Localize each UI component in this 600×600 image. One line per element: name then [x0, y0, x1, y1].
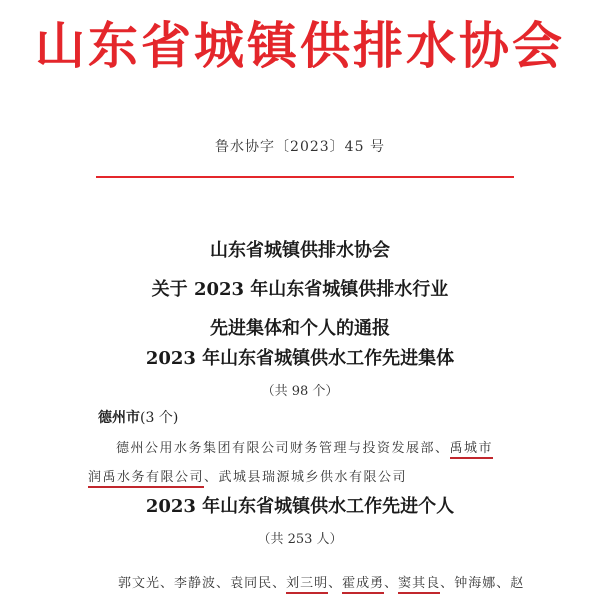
- heading-collective: 2023 年山东省城镇供水工作先进集体: [145, 348, 455, 369]
- region-count: (3 个): [140, 410, 179, 426]
- collective-text: 、武城县瑞源城乡供水有限公司: [204, 470, 408, 485]
- heading-subject-cont: 先进集体和个人的通报: [210, 318, 390, 339]
- name-separator: 、: [160, 576, 175, 591]
- name-item: 赵: [510, 576, 525, 591]
- name-separator: 、: [328, 576, 343, 591]
- underlined-org: 润禹水务有限公司: [88, 470, 204, 488]
- collective-line-1: [116, 437, 493, 456]
- document-number: 鲁水协字〔2023〕45 号: [215, 139, 385, 155]
- name-item: 钟海娜: [454, 576, 497, 591]
- name-separator: 、: [384, 576, 399, 591]
- name-separator: 、: [440, 576, 455, 591]
- name-item: 李静波: [174, 576, 217, 591]
- name-separator: 、: [496, 576, 511, 591]
- individual-count: （共 253 人）: [257, 532, 343, 547]
- underlined-name: 窦其良: [398, 576, 440, 594]
- name-separator: 、: [272, 576, 287, 591]
- region-label: [98, 407, 178, 427]
- collective-line-2: [88, 466, 407, 485]
- name-item: 郭文光: [118, 576, 161, 591]
- name-separator: 、: [216, 576, 231, 591]
- collective-text: 德州公用水务集团有限公司财务管理与投资发展部、: [116, 441, 450, 456]
- name-item: 袁同民: [230, 576, 273, 591]
- underlined-name: 霍成勇: [342, 576, 384, 594]
- collective-count: （共 98 个）: [261, 384, 339, 399]
- individual-names-line: [118, 572, 524, 591]
- letterhead-divider: [96, 176, 514, 178]
- letterhead-title: 山东省城镇供排水协会: [35, 16, 565, 75]
- heading-subject: 关于 2023 年山东省城镇供排水行业: [151, 279, 449, 300]
- region-name: 德州市: [98, 410, 140, 426]
- underlined-org: 禹城市: [450, 441, 494, 459]
- underlined-name: 刘三明: [286, 576, 328, 594]
- heading-individual: 2023 年山东省城镇供水工作先进个人: [145, 496, 455, 517]
- heading-issuer: 山东省城镇供排水协会: [210, 240, 390, 261]
